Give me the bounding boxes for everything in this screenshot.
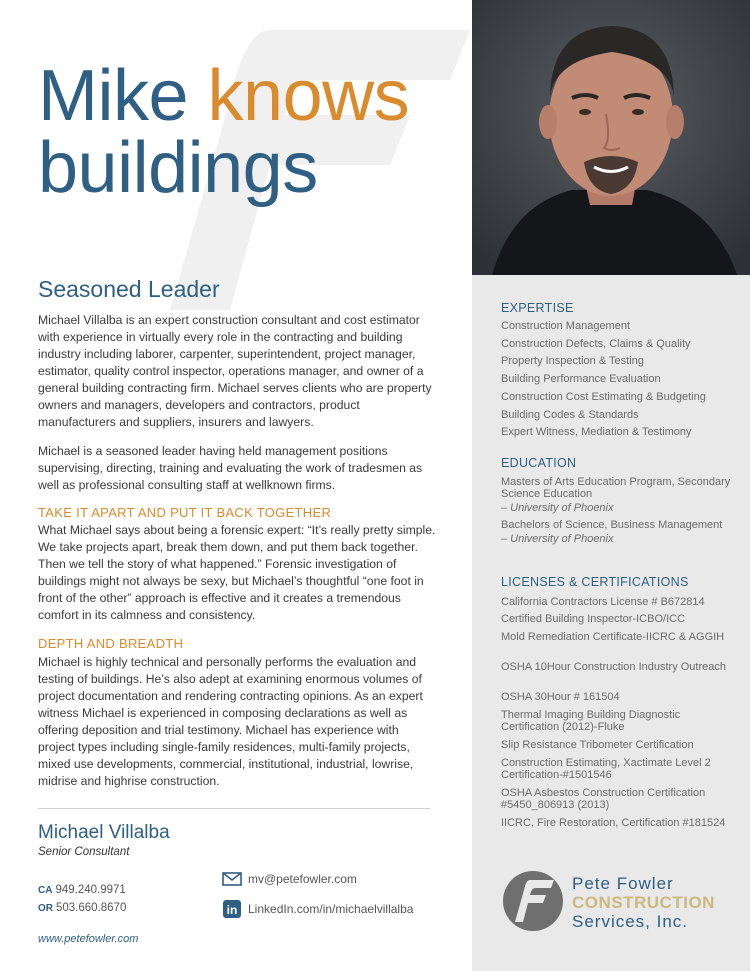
section-title: Seasoned Leader bbox=[38, 276, 220, 302]
linkedin-icon bbox=[222, 900, 242, 918]
license-item: Construction Estimating, Xactimate Level 2 Certification-#1501546 bbox=[501, 757, 711, 781]
licenses-heading: LICENSES & CERTIFICATIONS bbox=[501, 575, 689, 589]
headline-knows: knows bbox=[207, 56, 410, 136]
intro-paragraph-1: Michael Villalba is an expert construction consultant and cost estimator with experience in virtually every role in the contracting and building industry including laborer, carpenter, superintendent, project manager, estimator, quality control inspector, operations manager, and owner of a general building contracting firm. Michael serves clients who are property owners and managers, developers and contractors, product manufacturers and suppliers, insurers and lawyers. bbox=[38, 313, 432, 429]
education-item bbox=[501, 476, 731, 514]
list-item: Building Codes & Standards bbox=[501, 408, 639, 421]
license-item: OSHA Asbestos Construction Certification #5450_806913 (2013) bbox=[501, 787, 706, 811]
expertise-list bbox=[501, 318, 731, 442]
list-item: Expert Witness, Mediation & Testimony bbox=[501, 426, 692, 439]
education-school: – University of Phoenix bbox=[501, 502, 614, 514]
portrait-illustration bbox=[472, 0, 750, 275]
company-logo-text bbox=[572, 874, 715, 931]
license-item: IICRC, Fire Restoration, Certification #181524 bbox=[501, 817, 726, 829]
education-degree: Masters of Arts Education Program, Secondary Science Education bbox=[501, 476, 731, 500]
expertise-heading: EXPERTISE bbox=[501, 301, 574, 315]
phone-ca[interactable] bbox=[38, 884, 126, 896]
list-item: Building Performance Evaluation bbox=[501, 373, 661, 386]
education-item bbox=[501, 519, 731, 545]
list-item: Construction Management bbox=[501, 320, 631, 332]
logo-line-3: Services, Inc. bbox=[572, 912, 689, 931]
portrait-photo bbox=[472, 0, 750, 275]
section-body-depth: Michael is highly technical and personally performs the evaluation and testing of buildings. He’s also adept at examining enormous volumes of project documentation and rendering contracting opinions. As an expert witness Michael is experienced in composing declarations as well as offering deposition and trial testimony. Michael has experience with project types including single-family residences, multi-family projects, mixed use developments, commercial, institutional, industrial, lowrise, midrise and highrise construction. bbox=[38, 655, 423, 788]
phone-or[interactable] bbox=[38, 902, 126, 914]
person-name: Michael Villalba bbox=[38, 822, 170, 843]
logo-line-1: Pete Fowler bbox=[572, 874, 674, 893]
phone-ca-number: 949.240.9971 bbox=[55, 884, 126, 896]
person-title: Senior Consultant bbox=[38, 846, 130, 858]
list-item: Construction Defects, Claims & Quality bbox=[501, 337, 691, 350]
linkedin-text: LinkedIn.com/in/michaelvillalba bbox=[248, 902, 414, 916]
education-heading: EDUCATION bbox=[501, 456, 577, 470]
svg-text:in: in bbox=[226, 903, 238, 917]
list-item: Property Inspection & Testing bbox=[501, 355, 644, 368]
license-item: OSHA 10Hour Construction Industry Outreach bbox=[501, 661, 726, 673]
license-item: OSHA 30Hour # 161504 bbox=[501, 691, 620, 703]
license-item: Mold Remediation Certificate-IICRC & AGGIH bbox=[501, 631, 725, 643]
email-contact[interactable] bbox=[222, 870, 357, 888]
education-degree: Bachelors of Science, Business Management bbox=[501, 519, 723, 531]
company-logo-icon bbox=[502, 870, 564, 932]
headline bbox=[38, 56, 410, 208]
section-heading-apart: TAKE IT APART AND PUT IT BACK TOGETHER bbox=[38, 505, 332, 520]
license-item: California Contractors License # B672814 bbox=[501, 596, 705, 608]
license-item: Thermal Imaging Building Diagnostic Certification (2012)-Fluke bbox=[501, 709, 681, 733]
section-heading-depth: DEPTH AND BREADTH bbox=[38, 636, 184, 651]
license-item: Slip Resistance Tribometer Certification bbox=[501, 739, 694, 751]
logo-line-2: CONSTRUCTION bbox=[572, 893, 715, 912]
phone-or-number: 503.660.8670 bbox=[56, 902, 127, 914]
education-school: – University of Phoenix bbox=[501, 533, 614, 545]
website-link[interactable]: www.petefowler.com bbox=[38, 933, 139, 945]
email-text: mv@petefowler.com bbox=[248, 872, 357, 886]
list-item: Construction Cost Estimating & Budgeting bbox=[501, 390, 706, 403]
linkedin-contact[interactable] bbox=[222, 900, 413, 918]
headline-buildings: buildings bbox=[38, 128, 318, 208]
headline-mike: Mike bbox=[38, 56, 189, 136]
phone-or-code: OR bbox=[38, 903, 53, 914]
license-item: Certified Building Inspector-ICBO/ICC bbox=[501, 613, 686, 625]
intro-paragraph-2: Michael is a seasoned leader having held management positions supervising, directing, training and evaluating the work of tradesmen as well as professional consulting staff at wellknown firms. bbox=[38, 444, 423, 492]
divider bbox=[38, 808, 430, 809]
section-body-apart: What Michael says about being a forensic expert: “It’s really pretty simple. We take projects apart, break them down, and put them back together. Then we tell the story of what happened.” Forensic investigation of buildings might not always be sexy, but Michael’s thoughtful “one foot in front of the other” approach is effective and it creates a tremendous comfort in its calmness and consistency. bbox=[38, 523, 436, 622]
email-icon bbox=[222, 870, 242, 888]
phone-ca-code: CA bbox=[38, 885, 53, 896]
